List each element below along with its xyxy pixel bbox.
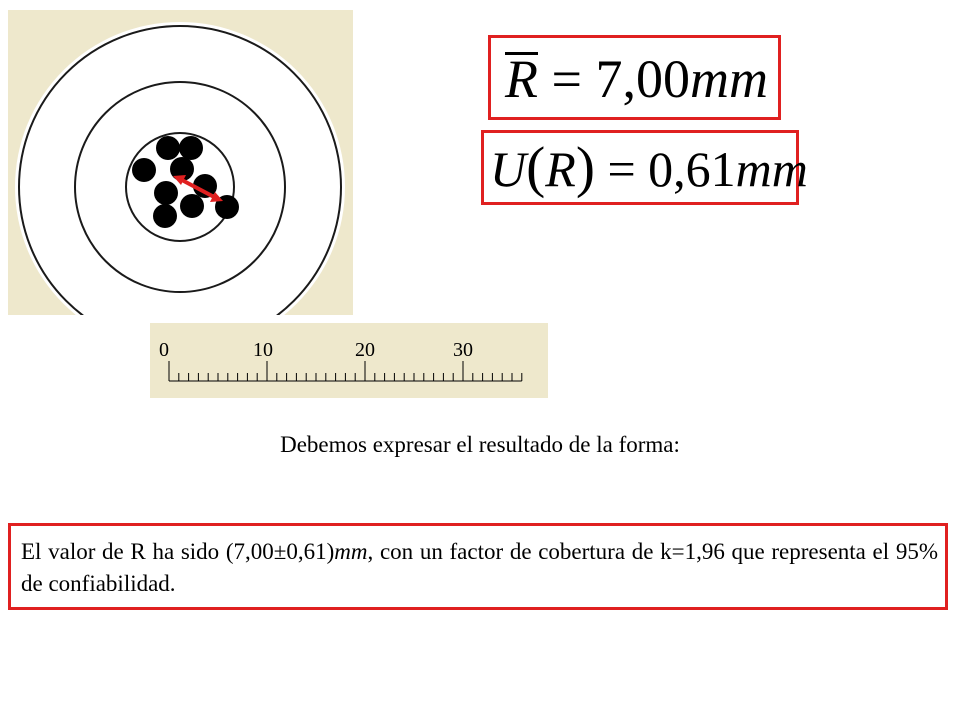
uncertainty-value: 0,61 xyxy=(648,141,736,197)
shot-hole xyxy=(180,194,204,218)
uncertainty-unit: mm xyxy=(735,141,808,197)
ruler xyxy=(150,323,548,398)
ruler-background xyxy=(150,323,548,398)
ruler-label: 0 xyxy=(159,339,169,361)
ruler-label: 20 xyxy=(355,339,375,361)
mean-value: 7,00 xyxy=(595,49,690,109)
mean-formula-box xyxy=(488,35,781,120)
uncertainty-formula xyxy=(490,136,808,199)
shot-hole xyxy=(179,136,203,160)
uncertainty-rparen: ) xyxy=(575,136,595,199)
shot-hole xyxy=(156,136,180,160)
target-diagram xyxy=(8,10,353,315)
mean-formula xyxy=(505,49,768,109)
result-statement-box xyxy=(8,523,948,610)
shot-hole xyxy=(153,204,177,228)
shot-hole xyxy=(154,181,178,205)
ruler-label: 30 xyxy=(453,339,473,361)
ruler-panel xyxy=(150,323,548,398)
uncertainty-formula-box xyxy=(481,130,808,205)
uncertainty-lparen: ( xyxy=(526,136,546,199)
result-text-end: , con un factor de cobertura de k=1,96 que representa el 95% de confiabilidad. xyxy=(21,539,938,596)
ruler-label: 10 xyxy=(253,339,273,361)
mean-unit: mm xyxy=(689,49,768,109)
uncertainty-function: U xyxy=(490,141,527,197)
uncertainty-symbol: R xyxy=(545,141,576,197)
result-text-start: El valor de R ha sido (7,00±0,61) xyxy=(21,539,335,564)
target-panel xyxy=(8,10,353,315)
result-unit: mm xyxy=(334,539,368,564)
mean-equals: = xyxy=(551,49,582,109)
mean-symbol: R xyxy=(505,49,538,109)
shot-hole xyxy=(132,158,156,182)
prompt-text: Debemos expresar el resultado de la forma: xyxy=(280,432,680,457)
uncertainty-equals: = xyxy=(607,141,636,197)
